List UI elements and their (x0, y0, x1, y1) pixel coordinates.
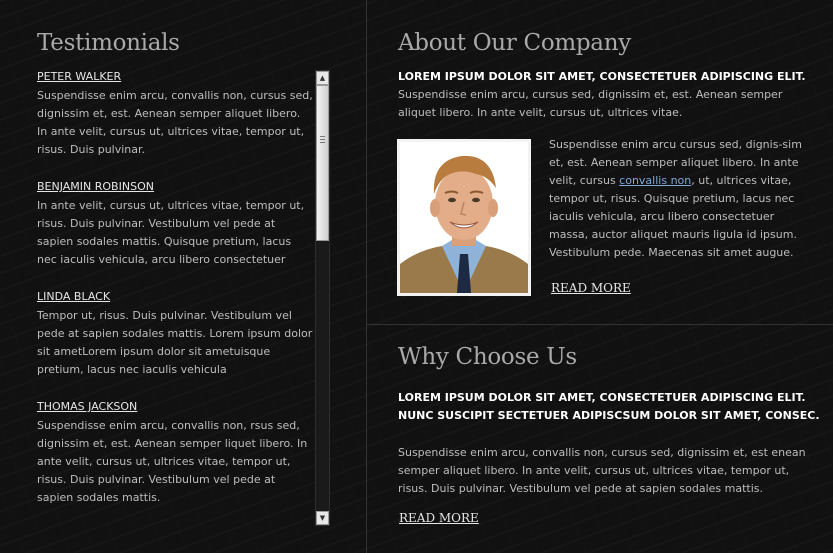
why-choose-us-title: Why Choose Us (398, 344, 577, 370)
person-photo (397, 139, 531, 296)
testimonial-name-link[interactable]: THOMAS JACKSON (37, 400, 138, 413)
convallis-link[interactable]: convallis non (619, 174, 692, 187)
about-lead: LOREM IPSUM DOLOR SIT AMET, CONSECTETUER ADIPISCING ELIT. (398, 70, 806, 83)
why-body: Suspendisse enim arcu, convallis non, cursus sed, dignissim et, est enean semper aliquet libero. In ante velit, cursus ut, ultrices vitae, tempor ut, risus. Duis pulvinar. Vestibulum vel pede at sapien sodales mattis. (398, 446, 806, 495)
about-side-text-end: , ut, ultrices vitae, tempor ut, risus. Quisque pretium, lacus nec iaculis vehicula, arcu libero consectetuer massa, auctor aliquet mauris ligula id ipsum. Vestibulum pede. Maecenas sit amet augue. (549, 174, 797, 259)
scroll-grip-icon (320, 136, 325, 143)
about-intro: Suspendisse enim arcu, cursus sed, dignissim et, est. Aenean semper aliquet libero. In ante velit, cursus ut, ultrices vitae. (398, 88, 783, 119)
testimonial-text: Suspendisse enim arcu, convallis non, rsus sed, dignissim et, est. Aenean semper liquet libero. In ante velit, cursus ut, ultrices vitae, tempor ut, risus. Duis pulvinar. Vestibulum vel pede at sapien sodales mattis. (37, 419, 308, 504)
section-divider (367, 324, 833, 325)
about-side-text-start: Suspendisse enim arcu cursus sed, dignis-sim et, est. Aenean semper aliquet libero. In ante velit, cursus (549, 138, 802, 187)
about-side-text (549, 136, 805, 262)
testimonial-item (37, 70, 313, 159)
testimonial-name-link[interactable]: LINDA BLACK (37, 290, 111, 303)
testimonial-text: In ante velit, cursus ut, ultrices vitae, tempor ut, risus. Duis pulvinar. Vestibulum vel pede at sapien sodales mattis. Quisque pretium, lacus nec iaculis vehicula, arcu libero consectetuer (37, 199, 305, 266)
scroll-down-button[interactable]: ▼ (316, 511, 329, 525)
why-read-more-link[interactable]: READ MORE (399, 511, 479, 525)
scroll-up-button[interactable]: ▲ (316, 71, 329, 85)
testimonial-item (37, 400, 313, 507)
about-read-more-link[interactable]: READ MORE (551, 281, 631, 295)
scroll-thumb[interactable] (316, 85, 329, 241)
testimonial-item (37, 180, 313, 269)
testimonial-item (37, 290, 313, 379)
about-title: About Our Company (398, 30, 631, 56)
testimonials-scrollbar[interactable] (315, 70, 330, 526)
column-divider (366, 0, 367, 553)
testimonial-name-link[interactable]: BENJAMIN ROBINSON (37, 180, 154, 193)
person-photo-icon (400, 142, 528, 293)
testimonials-title: Testimonials (37, 30, 180, 56)
testimonial-text: Suspendisse enim arcu, convallis non, cursus sed, dignissim et, est. Aenean semper aliquet libero. In ante velit, cursus ut, ultrices vitae, tempor ut, risus. Duis pulvinar. (37, 89, 313, 156)
why-lead: LOREM IPSUM DOLOR SIT AMET, CONSECTETUER ADIPISCING ELIT. NUNC SUSCIPIT SECTETUER ADIPISCSUM DOLOR SIT AMET, CONSEC. (398, 391, 820, 422)
testimonial-text: Tempor ut, risus. Duis pulvinar. Vestibulum vel pede at sapien sodales mattis. Lorem ipsum dolor sit ametLorem ipsum dolor sit ametuisque pretium, lacus nec iaculis vehicula (37, 309, 313, 376)
testimonial-name-link[interactable]: PETER WALKER (37, 70, 122, 83)
testimonials-list[interactable] (37, 70, 313, 526)
